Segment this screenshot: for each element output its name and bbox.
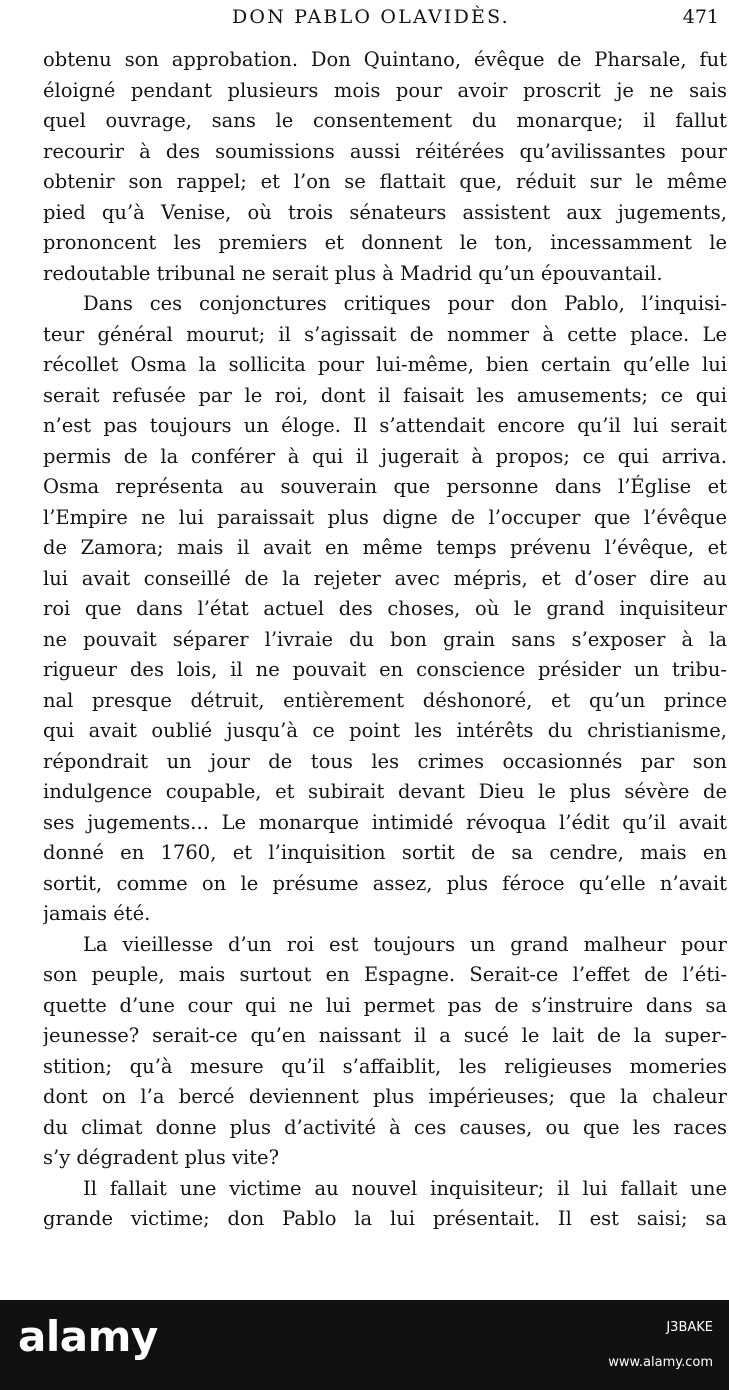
text-line: recourir à des soumissions aussi réitérées qu’avilissantes pour <box>43 139 727 163</box>
text-line: grande victime; don Pablo la lui présentait. Il est saisi; sa <box>43 1207 727 1230</box>
text-line: indulgence coupable, et subirait devant Dieu le plus sévère de <box>43 780 727 803</box>
text-line: ses jugements... Le monarque intimidé révoqua l’édit qu’il avait <box>43 810 727 834</box>
text-line: de Zamora; mais il avait en même temps prévenu l’évêque, et <box>43 536 727 559</box>
text-line: Osma représenta au souverain que personne dans l’Église et <box>43 475 727 498</box>
site-url: www.alamy.com <box>608 1355 713 1370</box>
watermark-bar <box>0 1300 729 1390</box>
page-number: 471 <box>682 6 719 28</box>
text-line: jeunesse? serait-ce qu’en naissant il a sucé le lait de la super- <box>43 1024 727 1047</box>
text-line: serait refusée par le roi, dont il faisait les amusements; ce qui <box>43 383 727 407</box>
text-line: redoutable tribunal ne serait plus à Madrid qu’un épouvantail. <box>43 261 663 285</box>
text-line: nal presque détruit, entièrement déshonoré, et qu’un prince <box>43 688 727 712</box>
text-line: obtenu son approbation. Don Quintano, évêque de Pharsale, fut <box>43 48 727 71</box>
text-line: qui avait oublié jusqu’à ce point les intérêts du christianisme, <box>43 719 727 742</box>
alamy-logo: alamy <box>18 1312 158 1361</box>
text-line: s’y dégradent plus vite? <box>43 1146 280 1169</box>
text-line: quel ouvrage, sans le consentement du monarque; il fallut <box>43 109 727 132</box>
text-line: n’est pas toujours un éloge. Il s’attendait encore qu’il lui serait <box>43 414 727 437</box>
text-line: teur général mourut; il s’agissait de nommer à cette place. Le <box>43 322 727 346</box>
text-line: Dans ces conjonctures critiques pour don Pablo, l’inquisi- <box>83 292 727 315</box>
text-line: obtenir son rappel; et l’on se flattait que, réduit sur le même <box>43 170 727 193</box>
text-line: du climat donne plus d’activité à ces causes, ou que les races <box>43 1115 727 1139</box>
text-line: donné en 1760, et l’inquisition sortit de sa cendre, mais en <box>43 841 727 864</box>
text-line: prononcent les premiers et donnent le ton, incessamment le <box>43 231 727 254</box>
page-header <box>0 6 729 32</box>
text-line: quette d’une cour qui ne lui permet pas de s’instruire dans sa <box>43 993 727 1017</box>
text-line: roi que dans l’état actuel des choses, où le grand inquisiteur <box>43 597 727 620</box>
text-line: sortit, comme on le présume assez, plus féroce qu’elle n’avait <box>43 871 727 895</box>
text-line: son peuple, mais surtout en Espagne. Serait-ce l’effet de l’éti- <box>43 963 727 986</box>
text-line: permis de la conférer à qui il jugerait à propos; ce qui arriva. <box>43 444 727 468</box>
running-title: DON PABLO OLAVIDÈS. <box>232 6 510 28</box>
body-text <box>43 45 727 1235</box>
text-line: dont on l’a bercé deviennent plus impérieuses; que la chaleur <box>43 1085 727 1108</box>
text-line: récollet Osma la sollicita pour lui-même, bien certain qu’elle lui <box>43 353 727 376</box>
text-line: l’Empire ne lui paraissait plus digne de l’occuper que l’évêque <box>43 505 727 529</box>
text-line: ne pouvait séparer l’ivraie du bon grain sans s’exposer à la <box>43 627 727 651</box>
text-line: La vieillesse d’un roi est toujours un grand malheur pour <box>83 932 727 956</box>
text-line: répondrait un jour de tous les crimes occasionnés par son <box>43 749 727 773</box>
text-line: pied qu’à Venise, où trois sénateurs assistent aux jugements, <box>43 200 727 224</box>
text-line: lui avait conseillé de la rejeter avec mépris, et d’oser dire au <box>43 566 727 590</box>
text-line: stition; qu’à mesure qu’il s’affaiblit, les religieuses momeries <box>43 1054 727 1078</box>
image-id: J3BAKE <box>666 1320 713 1335</box>
text-line: éloigné pendant plusieurs mois pour avoir proscrit je ne sais <box>43 78 727 102</box>
text-line: rigueur des lois, il ne pouvait en conscience présider un tribu- <box>43 658 727 681</box>
text-line: jamais été. <box>43 902 151 925</box>
text-line: Il fallait une victime au nouvel inquisiteur; il lui fallait une <box>83 1176 727 1200</box>
